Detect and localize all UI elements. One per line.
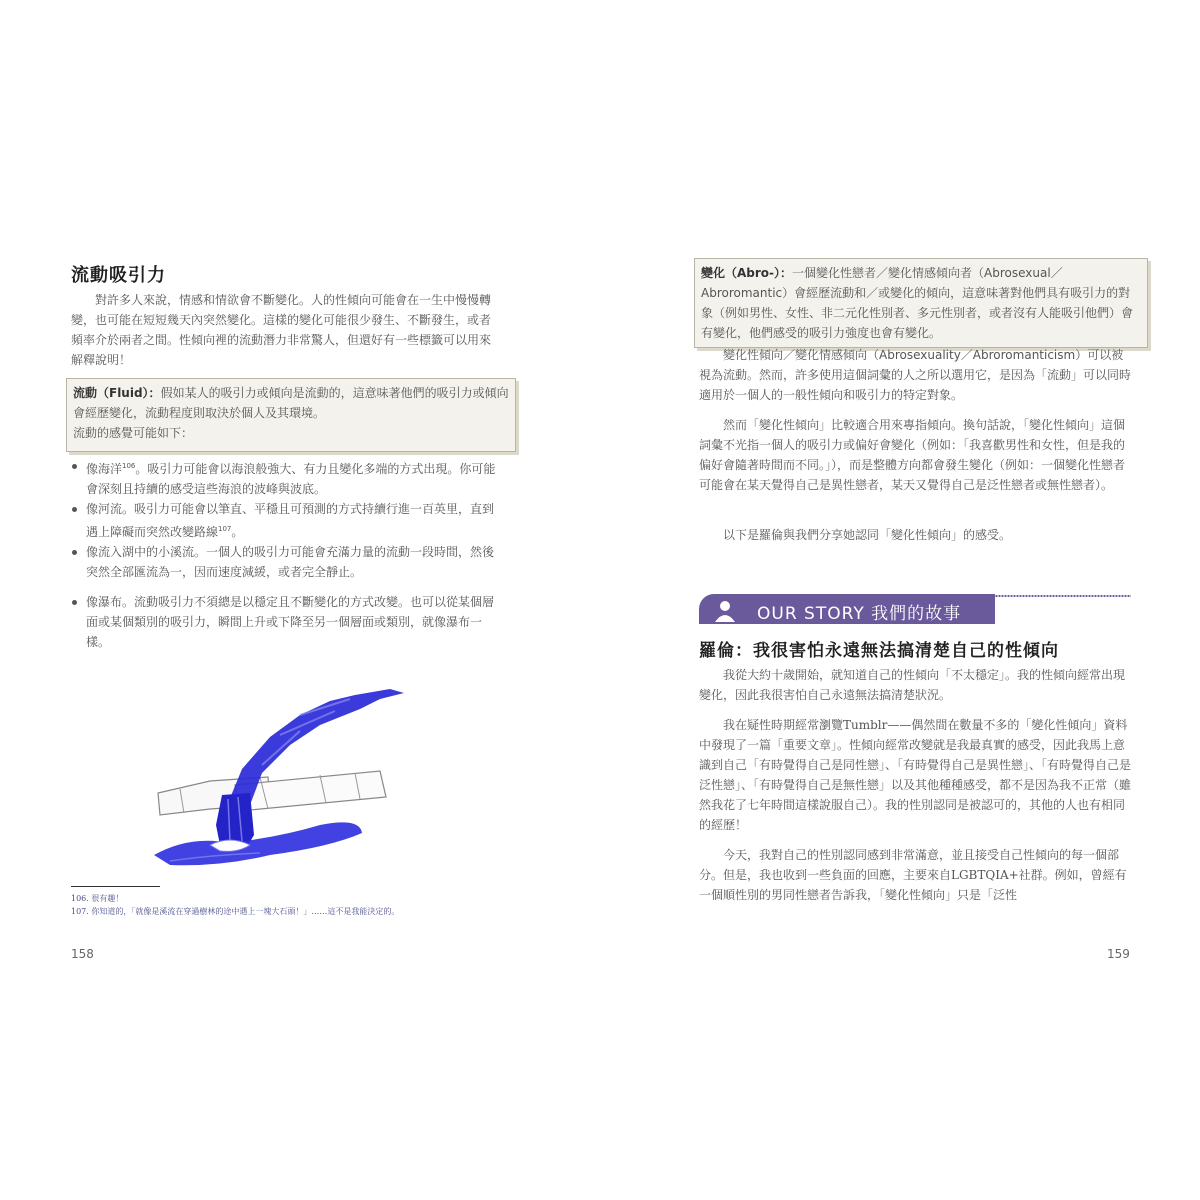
- page-number-right: 159: [1107, 947, 1130, 961]
- flow-bullet-list: [71, 456, 503, 652]
- list-item: 像河流。吸引力可能會以筆直、平穩且可預測的方式持續行進一百英里，直到遇上障礙而突然改變路線$^{107}$。: [71, 499, 503, 542]
- list-item: 像海洋$^{106}$。吸引力可能會以海浪般強大、有力且變化多端的方式出現。你可能會深刻且持續的感受這些海浪的波峰與波底。: [71, 456, 503, 499]
- page-number-left: 158: [71, 947, 94, 961]
- story-paragraph-2: 我在疑性時期經常瀏覽Tumblr——偶然間在數量不多的「變化性傾向」資料中發現了一篇「重要文章」。性傾向經常改變就是我最真實的感受，因此我馬上意識到自己「有時覺得自己是同性戀」、「有時覺得自己是異性戀」、「有時覺得自己是泛性戀」、「有時覺得自己是無性戀」以及其他種種感受，都不是因為我不正常（雖然我花了七年時間這樣說服自己）。我的性別認同是被認可的，其他的人也有相同的經歷！: [699, 718, 1132, 832]
- definition-text: 一個變化性戀者／變化情感傾向者（Abrosexual／Abroromantic）會經歷流動和／或變化的傾向，這意味著對他們具有吸引力的對象（例如男性、女性、非二元化性別者、多元性別者，或者沒有人能吸引他們）會有變化，他們感受的吸引力強度也會有變化。: [701, 266, 1134, 340]
- definition-text: 假如某人的吸引力或傾向是流動的，這意味著他們的吸引力或傾向會經歷變化，流動程度則取決於個人及其環境。: [73, 386, 509, 420]
- footnote-rule: [71, 886, 160, 887]
- person-silhouette-icon: [713, 598, 737, 622]
- paragraph-3: 以下是羅倫與我們分享她認同「變化性傾向」的感受。: [723, 528, 1012, 542]
- our-story-banner: [699, 594, 1131, 624]
- story-title: 羅倫：我很害怕永遠無法搞清楚自己的性傾向: [699, 641, 1059, 661]
- waterfall-illustration: [150, 685, 410, 870]
- list-item: 像瀑布。流動吸引力不須總是以穩定且不斷變化的方式改變。也可以從某個層面或某個類別的吸引力，瞬間上升或下降至另一個層面或類別，就像瀑布一樣。: [71, 592, 503, 652]
- definition-term: 流動（Fluid）：: [73, 386, 161, 400]
- paragraph-2: 然而「變化性傾向」比較適合用來專指傾向。換句話說，「變化性傾向」這個詞彙不光指一個人的吸引力或偏好會變化（例如：「我喜歡男性和女性，但是我的偏好會隨著時間而不同。」），而是整體方向都會發生變化（例如：一個變化性戀者可能會在某天覺得自己是異性戀者，某天又覺得自己是泛性戀者或無性戀者）。: [699, 418, 1126, 492]
- list-item: 像流入湖中的小溪流。一個人的吸引力可能會充滿力量的流動一段時間，然後突然全部匯流為一，因而速度減緩，或者完全靜止。: [71, 542, 503, 582]
- definition-followup: 流動的感覺可能如下：: [73, 426, 194, 440]
- story-paragraph-1: 我從大約十歲開始，就知道自己的性傾向「不太穩定」。我的性傾向經常出現變化，因此我很害怕自己永遠無法搞清楚狀況。: [699, 668, 1126, 702]
- fluid-definition-box: [66, 378, 516, 452]
- intro-paragraph: 對許多人來說，情感和情欲會不斷變化。人的性傾向可能會在一生中慢慢轉變，也可能在短短幾天內突然變化。這樣的變化可能很少發生、不斷發生，或者頻率介於兩者之間。性傾向裡的流動潛力非常驚人，但還好有一些標籤可以用來解釋說明！: [71, 293, 492, 367]
- definition-term: 變化（Abro-）：: [701, 266, 793, 280]
- section-heading: 流動吸引力: [71, 265, 166, 286]
- paragraph-1: 變化性傾向／變化情感傾向（Abrosexuality／Abroromanticism）可以被視為流動。然而，許多使用這個詞彙的人之所以選用它，是因為「流動」可以同時適用於一個人的一般性傾向和吸引力的特定對象。: [699, 348, 1132, 402]
- abro-definition-box: [694, 258, 1148, 348]
- story-paragraph-3: 今天，我對自己的性別認同感到非常滿意，並且接受自己性傾向的每一個部分。但是，我也收到一些負面的回應，主要來自LGBTQIA+社群。例如，曾經有一個順性別的男同性戀者告訴我，「變化性傾向」只是「泛性: [699, 848, 1127, 902]
- footnote-107: 107. 你知道的，「就像是溪流在穿過樹林的途中遇上一塊大石頭！」……這不是我能決定的。: [71, 907, 400, 916]
- footnote-106: 106. 很有趣！: [71, 894, 124, 903]
- banner-label: OUR STORY 我們的故事: [757, 604, 962, 624]
